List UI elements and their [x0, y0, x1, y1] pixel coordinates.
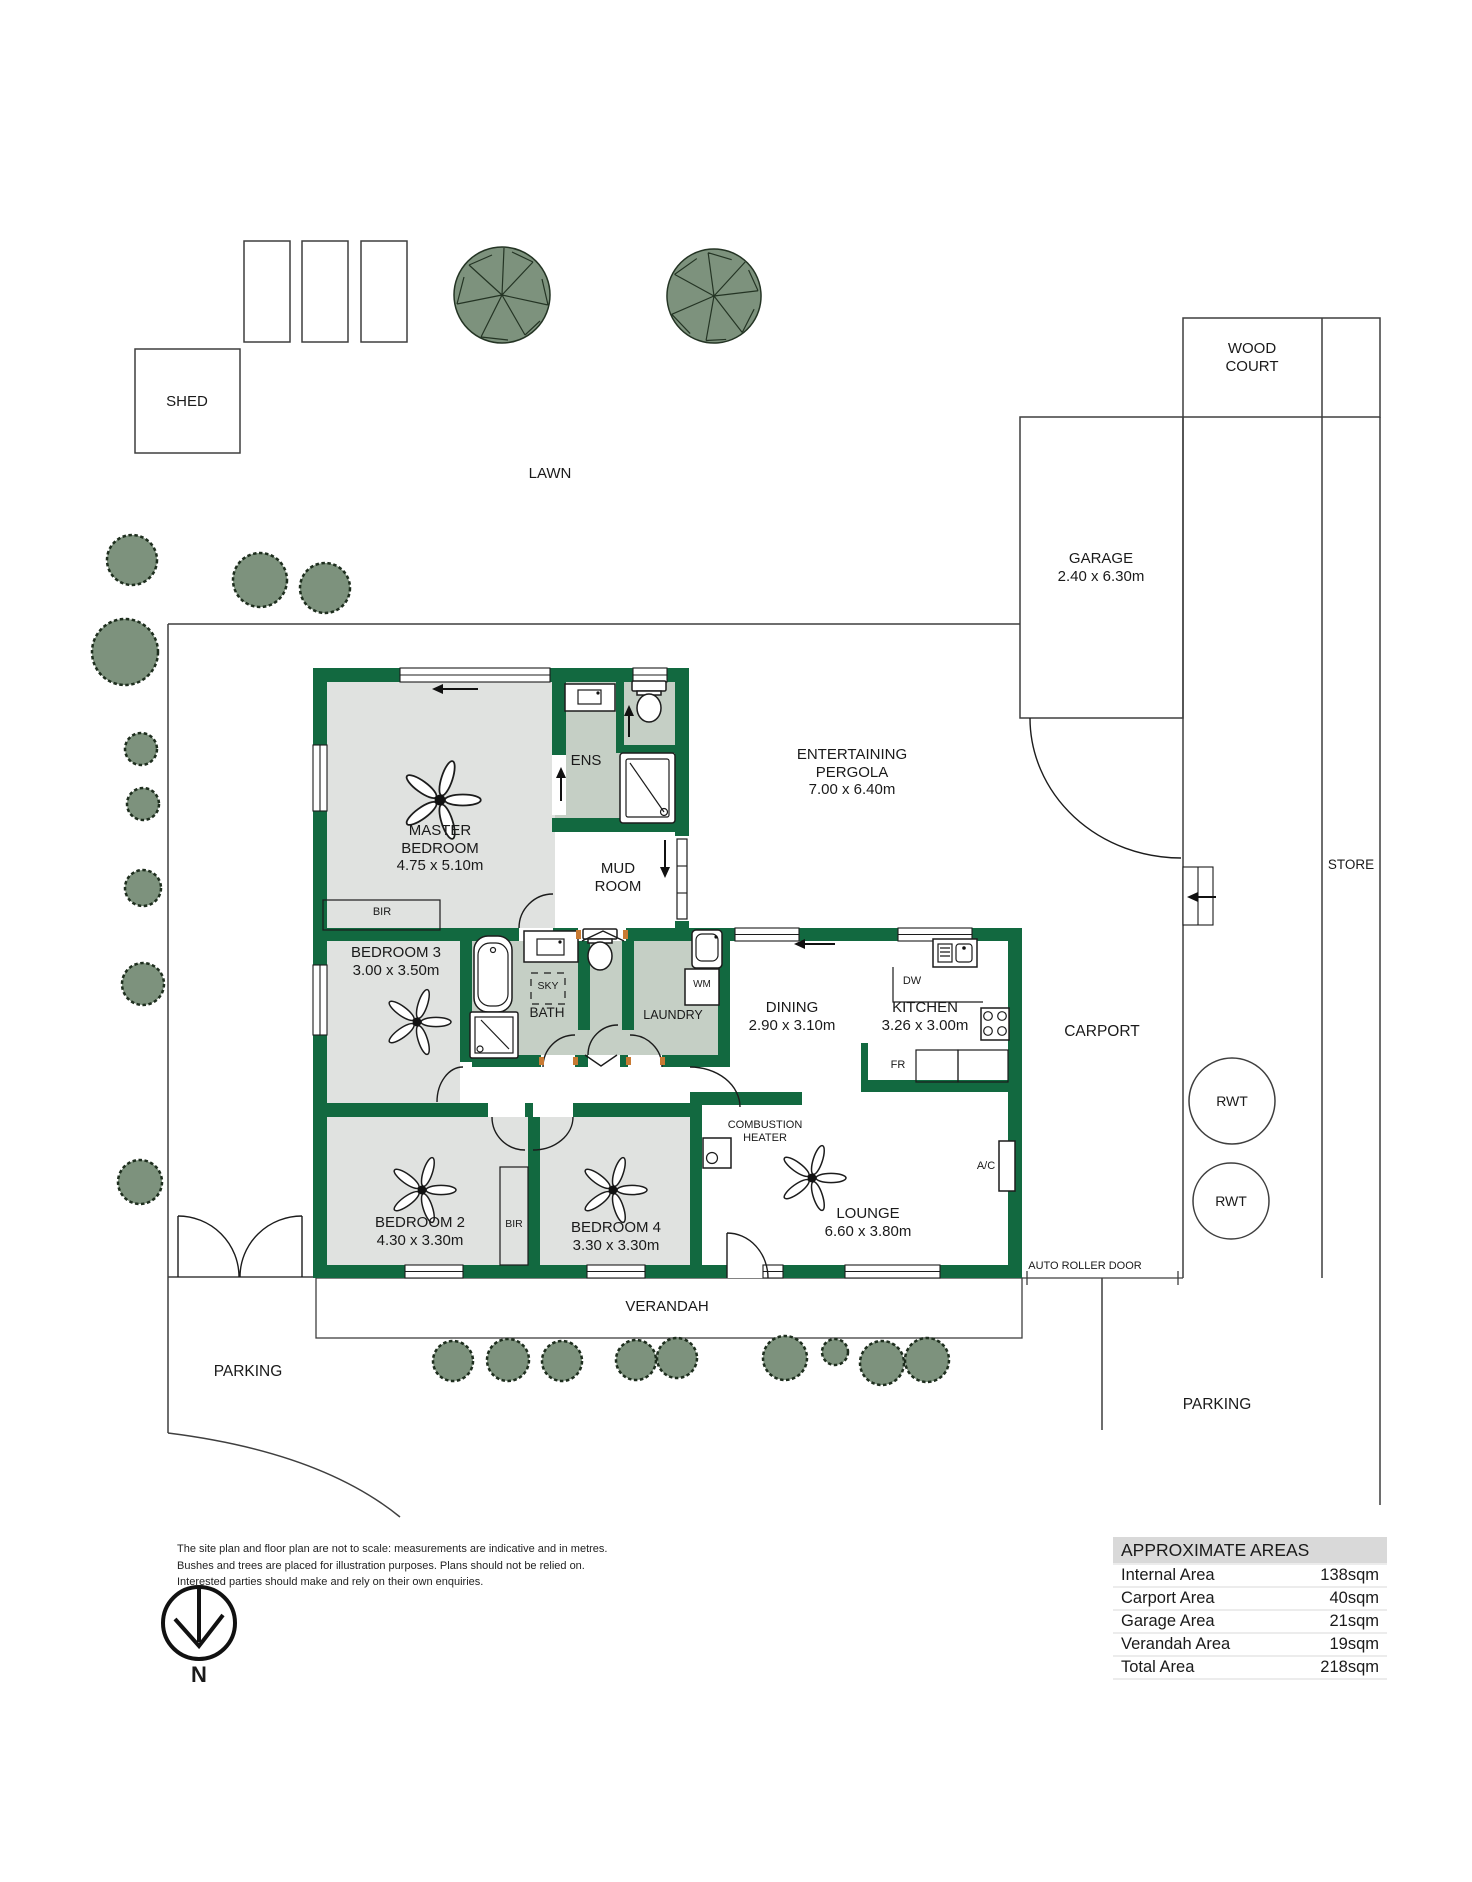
kitchen-bench-right [958, 1050, 1008, 1082]
fr-label: FR [890, 1059, 906, 1071]
garage-door-arc [1030, 718, 1181, 858]
bath-vanity-icon [524, 931, 578, 962]
window-ens-top [633, 668, 667, 682]
wm-label: WM [693, 979, 711, 990]
areas-table-title: APPROXIMATE AREAS [1113, 1537, 1387, 1563]
window-master-left [313, 745, 327, 811]
areas-table-row [1113, 1657, 1387, 1678]
laundry-label: LAUNDRY [643, 1008, 703, 1022]
window-lounge-bottom-small [763, 1265, 783, 1278]
areas-table [1113, 1537, 1387, 1680]
area-label: Internal Area [1121, 1566, 1215, 1584]
area-label: Total Area [1121, 1658, 1195, 1676]
parking-right-label: PARKING [1182, 1396, 1252, 1413]
ac-label: A/C [976, 1160, 996, 1172]
garage-outline [1020, 417, 1183, 858]
wood-court-label: WOOD COURT [1225, 340, 1279, 375]
garage-label: GARAGE 2.40 x 6.30m [1057, 550, 1145, 585]
sky-label: SKY [537, 980, 559, 992]
area-value: 21sqm [1329, 1612, 1379, 1630]
mudroom-label: MUD ROOM [594, 860, 642, 895]
ens-shower-icon [620, 753, 675, 823]
auto-roller-door-label: AUTO ROLLER DOOR [1028, 1260, 1142, 1272]
gate-arcs [178, 1216, 302, 1277]
driveway-curve [168, 1433, 400, 1517]
area-label: Carport Area [1121, 1589, 1215, 1607]
kitchen-label: KITCHEN 3.26 x 3.00m [881, 999, 969, 1034]
disclaimer [177, 1541, 607, 1591]
window-bed3-left [313, 965, 327, 1035]
area-label: Garage Area [1121, 1612, 1215, 1630]
carport-label: CARPORT [1064, 1023, 1140, 1040]
area-value: 19sqm [1329, 1635, 1379, 1653]
area-value: 138sqm [1320, 1566, 1379, 1584]
shed-label: SHED [166, 393, 208, 410]
disclaimer-line-2: Bushes and trees are placed for illustration purposes. Plans should not be relied on. [177, 1559, 585, 1572]
north-label: N [191, 1662, 207, 1687]
trees [454, 230, 780, 363]
bathtub-icon [474, 936, 512, 1012]
rwt-bottom-label: RWT [1215, 1193, 1247, 1209]
area-label: Verandah Area [1121, 1635, 1231, 1653]
cooktop-icon [981, 1008, 1009, 1040]
garden-beds [244, 241, 407, 342]
ac-unit-icon [999, 1141, 1015, 1191]
lawn-label: LAWN [528, 465, 572, 482]
combustion-heater-label: COMBUSTION HEATER [727, 1119, 803, 1144]
kitchen-sink-icon [933, 939, 977, 967]
area-value: 40sqm [1329, 1589, 1379, 1607]
laundry-trough-icon [692, 930, 722, 968]
ens-vanity-icon [565, 684, 615, 711]
pergola-label: ENTERTAINING PERGOLA 7.00 x 6.40m [796, 746, 908, 799]
window-bed4-bottom [587, 1265, 645, 1278]
bath-shower-icon [470, 1012, 518, 1058]
areas-table-row [1113, 1588, 1387, 1609]
bedroom2-label: BEDROOM 2 4.30 x 3.30m [374, 1214, 466, 1249]
bedroom3-label: BEDROOM 3 3.00 x 3.50m [350, 944, 442, 979]
bir-bed2-label: BIR [505, 1218, 523, 1230]
dw-label: DW [902, 975, 922, 987]
fridge-niche [916, 1050, 958, 1082]
verandah-label: VERANDAH [625, 1298, 709, 1315]
bedroom4-label: BEDROOM 4 3.30 x 3.30m [570, 1219, 662, 1254]
store-label: STORE [1327, 857, 1375, 872]
dining-label: DINING 2.90 x 3.10m [748, 999, 836, 1034]
disclaimer-line-1: The site plan and floor plan are not to scale: measurements are indicative and in metres. [177, 1543, 608, 1555]
window-master-top [400, 668, 550, 682]
disclaimer-line-3: Interested parties should make and rely on their own enquiries. [177, 1576, 484, 1588]
bir-master-label: BIR [372, 906, 392, 918]
areas-table-row [1113, 1611, 1387, 1632]
window-bed2-bottom [405, 1265, 463, 1278]
master-bedroom-label: MASTER BEDROOM 4.75 x 5.10m [396, 822, 484, 875]
window-dining-top [735, 928, 799, 941]
area-value: 218sqm [1320, 1658, 1379, 1676]
parking-left-label: PARKING [213, 1363, 283, 1380]
areas-table-row [1113, 1634, 1387, 1655]
rainwater-tanks [1189, 1058, 1275, 1239]
north-arrow-icon [163, 1587, 235, 1659]
rwt-top-label: RWT [1216, 1093, 1248, 1109]
bath-label: BATH [529, 1005, 565, 1020]
areas-table-row [1113, 1565, 1387, 1586]
lounge-label: LOUNGE 6.60 x 3.80m [824, 1205, 912, 1240]
window-lounge-bottom [845, 1265, 940, 1278]
ens-label: ENS [570, 752, 602, 769]
